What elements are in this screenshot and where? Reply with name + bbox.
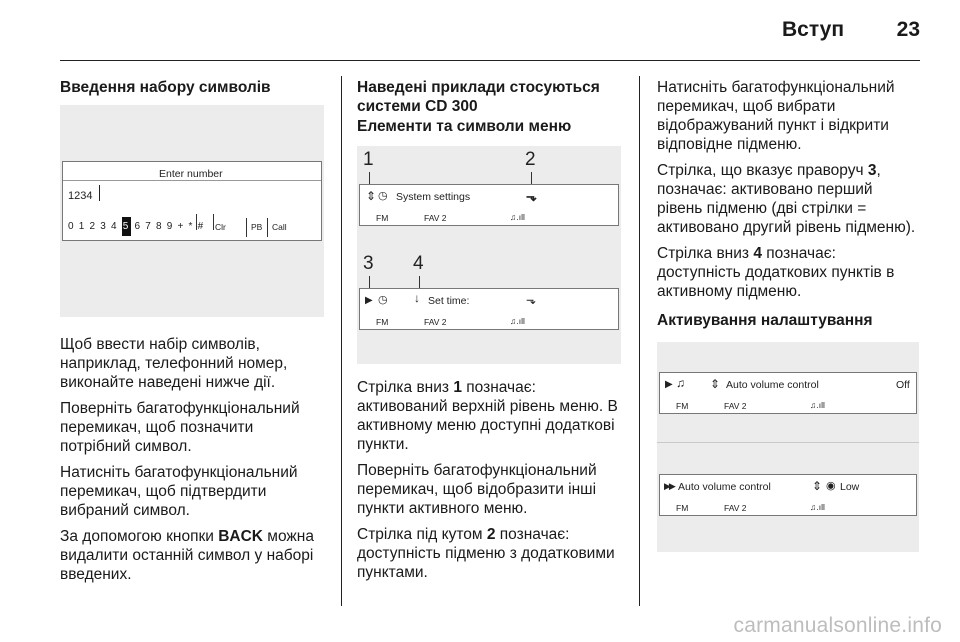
illustration-divider bbox=[657, 442, 919, 443]
char-key[interactable]: * bbox=[188, 221, 194, 232]
middle-heading: Наведені приклади стосуються системи CD 300 bbox=[357, 79, 600, 115]
auto-volume-off-display bbox=[659, 372, 917, 414]
watermark: carmanualsonline.info bbox=[733, 614, 942, 637]
callout-3: 3 bbox=[363, 253, 374, 274]
menu-item-label[interactable]: Auto volume control bbox=[726, 379, 819, 391]
clear-key[interactable]: Clr bbox=[215, 222, 226, 232]
setting-activation-illustration bbox=[657, 342, 919, 552]
right-paragraph-1: Натисніть багатофункціональний перемикач, щоб вибрати відображуваний пункт і відкрити відповідне підменю. bbox=[657, 79, 895, 153]
music-signal-icon: ♫.ıll bbox=[510, 212, 525, 222]
up-down-arrow-icon: ⇕ bbox=[710, 377, 721, 391]
char-key[interactable]: + bbox=[177, 221, 185, 232]
display-title: Enter number bbox=[159, 168, 223, 180]
column-divider-1 bbox=[341, 76, 342, 606]
middle-subheading: Елементи та символи меню bbox=[357, 118, 572, 135]
music-note-icon: ♫ bbox=[676, 376, 685, 390]
left-paragraph-4: За допомогою кнопки BACK можна видалити останній символ у наборі введених. bbox=[60, 528, 314, 583]
enter-number-illustration bbox=[60, 105, 324, 317]
band-label: FM bbox=[676, 401, 689, 411]
phonebook-key[interactable]: PB bbox=[246, 218, 262, 237]
char-key[interactable]: 7 bbox=[145, 221, 153, 232]
column-divider-2 bbox=[639, 76, 640, 606]
right-paragraph-3: Стрілка вниз 4 позначає: доступність додаткових пунктів в активному підменю. bbox=[657, 245, 895, 300]
middle-column bbox=[357, 78, 627, 589]
middle-paragraph-3: Стрілка під кутом 2 позначає: доступність підменю з додатковими пунктами. bbox=[357, 526, 615, 581]
up-down-arrow-icon: ⇕ bbox=[366, 189, 377, 203]
left-heading: Введення набору символів bbox=[60, 79, 271, 96]
music-signal-icon: ♫.ıll bbox=[810, 502, 825, 512]
system-settings-display bbox=[359, 184, 619, 226]
angled-arrow-icon: ⬎ bbox=[526, 293, 537, 307]
selected-char-key[interactable]: 5 bbox=[122, 217, 131, 236]
callout-1: 1 bbox=[363, 149, 374, 170]
callout-2: 2 bbox=[525, 149, 536, 170]
band-label: FM bbox=[676, 503, 689, 513]
right-heading: Активування налаштування bbox=[657, 312, 873, 329]
menu-symbols-illustration bbox=[357, 146, 621, 364]
char-key[interactable]: 8 bbox=[156, 221, 163, 232]
up-down-arrow-icon: ⇕ bbox=[812, 479, 823, 493]
setting-value: Off bbox=[896, 379, 910, 391]
space-key-icon[interactable] bbox=[196, 214, 214, 230]
favourites-label: FAV 2 bbox=[724, 401, 747, 411]
radio-selected-icon: ◉ bbox=[826, 480, 836, 492]
band-label: FM bbox=[376, 213, 389, 223]
middle-paragraph-2: Поверніть багатофункціональний перемикач, щоб відобразити інші пункти активного меню. bbox=[357, 462, 597, 517]
character-row bbox=[68, 217, 204, 236]
down-arrow-icon: ↓ bbox=[414, 291, 420, 305]
left-column bbox=[60, 78, 328, 591]
entered-digits: 1234 bbox=[68, 190, 93, 202]
angled-arrow-icon: ⬎ bbox=[526, 189, 537, 204]
favourites-label: FAV 2 bbox=[424, 213, 447, 223]
left-paragraph-2: Поверніть багатофункціональний перемикач, щоб позначити потрібний символ. bbox=[60, 400, 300, 455]
char-key[interactable]: 3 bbox=[100, 221, 108, 232]
music-signal-icon: ♫.ıll bbox=[810, 400, 825, 410]
right-arrow-icon: ▶ bbox=[665, 379, 673, 390]
char-key[interactable]: 9 bbox=[166, 221, 174, 232]
enter-number-display bbox=[62, 161, 322, 241]
left-paragraph-1: Щоб ввести набір символів, наприклад, телефонний номер, виконайте наведені нижче дії. bbox=[60, 336, 288, 391]
menu-item-label[interactable]: Auto volume control bbox=[678, 481, 771, 493]
music-signal-icon: ♫.ıll bbox=[510, 316, 525, 326]
section-title: Вступ bbox=[781, 18, 844, 41]
page-number: 23 bbox=[896, 18, 920, 41]
favourites-label: FAV 2 bbox=[424, 317, 447, 327]
set-time-display bbox=[359, 288, 619, 330]
char-key[interactable]: 6 bbox=[134, 221, 142, 232]
back-button-label: BACK bbox=[218, 528, 263, 545]
double-right-arrow-icon: ▶▶ bbox=[664, 481, 674, 491]
clock-icon: ◷ bbox=[378, 294, 388, 306]
left-paragraph-3: Натисніть багатофункціональний перемикач, щоб підтвердити вибраний символ. bbox=[60, 464, 298, 519]
char-key[interactable]: 4 bbox=[111, 221, 118, 232]
call-key[interactable]: Call bbox=[267, 218, 287, 237]
setting-value: Low bbox=[840, 481, 860, 493]
page-header bbox=[0, 18, 960, 48]
char-key[interactable]: 0 bbox=[68, 221, 75, 232]
char-key[interactable]: 2 bbox=[89, 221, 97, 232]
text-cursor bbox=[99, 185, 100, 201]
favourites-label: FAV 2 bbox=[724, 503, 747, 513]
char-key[interactable]: # bbox=[197, 221, 205, 232]
char-key[interactable]: 1 bbox=[78, 221, 86, 232]
right-arrow-icon: ▶ bbox=[365, 295, 373, 306]
band-label: FM bbox=[376, 317, 389, 327]
callout-4: 4 bbox=[413, 253, 424, 274]
middle-paragraph-1: Стрілка вниз 1 позначає: активований верхній рівень меню. В активному меню доступні додаткові пункти. bbox=[357, 379, 618, 453]
clock-icon: ◷ bbox=[378, 190, 388, 202]
right-paragraph-2: Стрілка, що вказує праворуч 3, позначає: активовано перший рівень підменю (дві стрілки = активовано другий рівень підменю). bbox=[657, 162, 916, 236]
menu-item-label[interactable]: Set time: bbox=[428, 295, 470, 307]
auto-volume-low-display bbox=[659, 474, 917, 516]
menu-item-label[interactable]: System settings bbox=[396, 191, 471, 203]
right-column bbox=[657, 78, 919, 552]
header-rule bbox=[60, 60, 920, 61]
